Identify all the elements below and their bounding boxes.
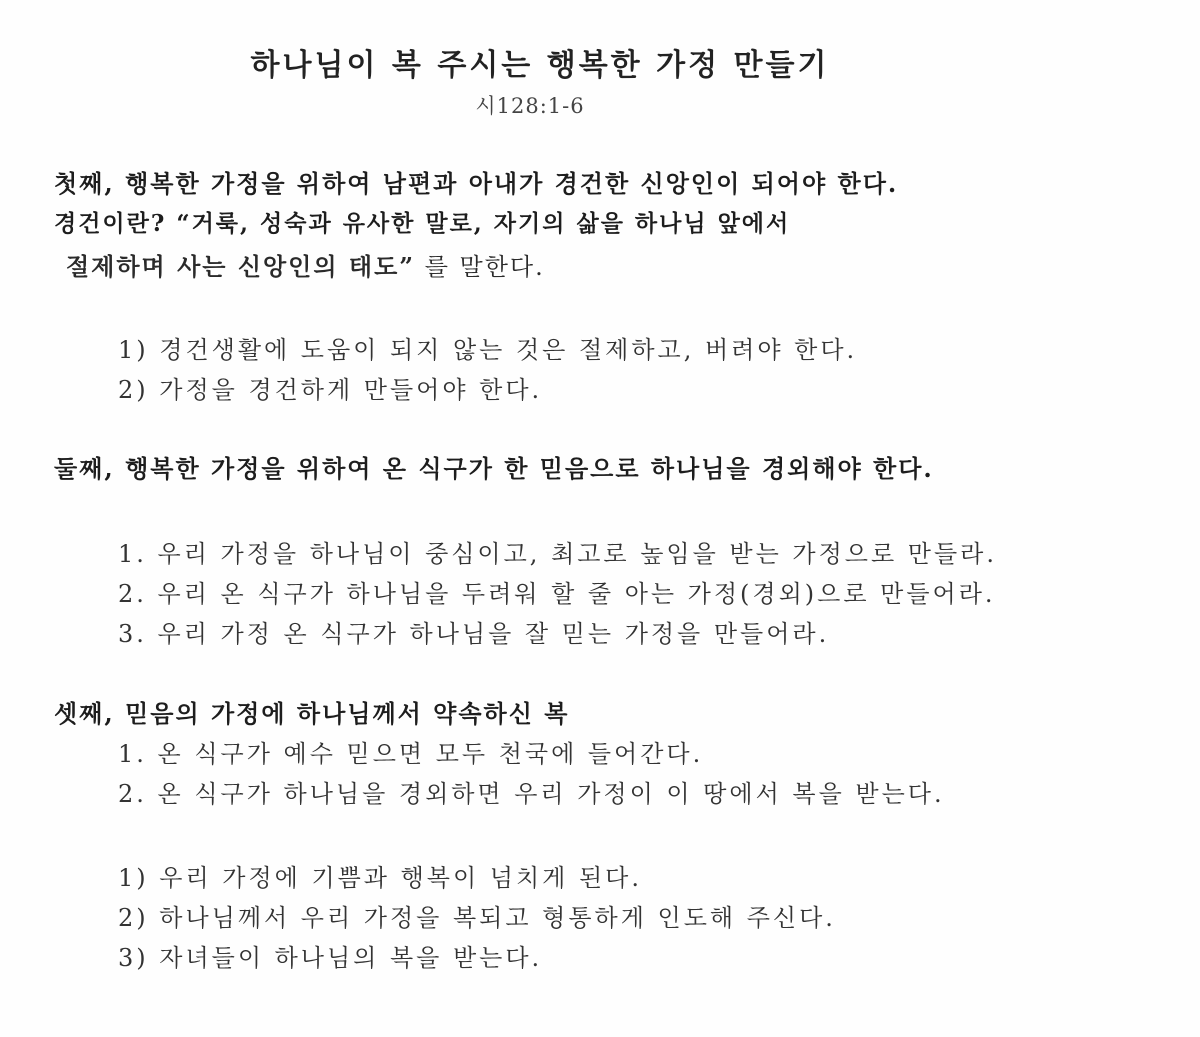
section3-item: 1. 온 식구가 예수 믿으면 모두 천국에 들어간다. xyxy=(118,740,704,768)
section3-subitem: 3) 자녀들이 하나님의 복을 받는다. xyxy=(118,944,543,972)
section2-heading: 둘째, 행복한 가정을 위하여 온 식구가 한 믿음으로 하나님을 경외해야 한다. xyxy=(54,454,934,483)
section1-item: 1) 경건생활에 도움이 되지 않는 것은 절제하고, 버려야 한다. xyxy=(118,336,858,364)
section3-subitem: 2) 하나님께서 우리 가정을 복되고 형통하게 인도해 주신다. xyxy=(118,904,836,932)
section1-definition-line2 xyxy=(66,253,545,282)
section1-definition-quote-end: 절제하며 사는 신앙인의 태도” xyxy=(66,252,416,281)
section2-item: 3. 우리 가정 온 식구가 하나님을 잘 믿는 가정을 만들어라. xyxy=(118,620,830,648)
section1-definition-tail: 를 말한다. xyxy=(415,253,545,281)
document-title: 하나님이 복 주시는 행복한 가정 만들기 xyxy=(250,48,830,83)
section2-item: 1. 우리 가정을 하나님이 중심이고, 최고로 높임을 받는 가정으로 만들라. xyxy=(118,540,997,568)
section3-item: 2. 온 식구가 하나님을 경외하면 우리 가정이 이 땅에서 복을 받는다. xyxy=(118,780,945,808)
section3-heading: 셋째, 믿음의 가정에 하나님께서 약속하신 복 xyxy=(54,699,570,728)
section1-item: 2) 가정을 경건하게 만들어야 한다. xyxy=(118,376,543,404)
section1-definition-lead: 경건이란? “거룩, 성숙과 유사한 말로, 자기의 삶을 하나님 앞에서 xyxy=(54,210,791,237)
section3-subitem: 1) 우리 가정에 기쁨과 행복이 넘치게 된다. xyxy=(118,864,642,892)
section2-item: 2. 우리 온 식구가 하나님을 두려워 할 줄 아는 가정(경외)으로 만들어라. xyxy=(118,580,996,608)
section1-heading: 첫째, 행복한 가정을 위하여 남편과 아내가 경건한 신앙인이 되어야 한다. xyxy=(54,169,899,198)
scripture-reference: 시128:1-6 xyxy=(475,94,585,118)
